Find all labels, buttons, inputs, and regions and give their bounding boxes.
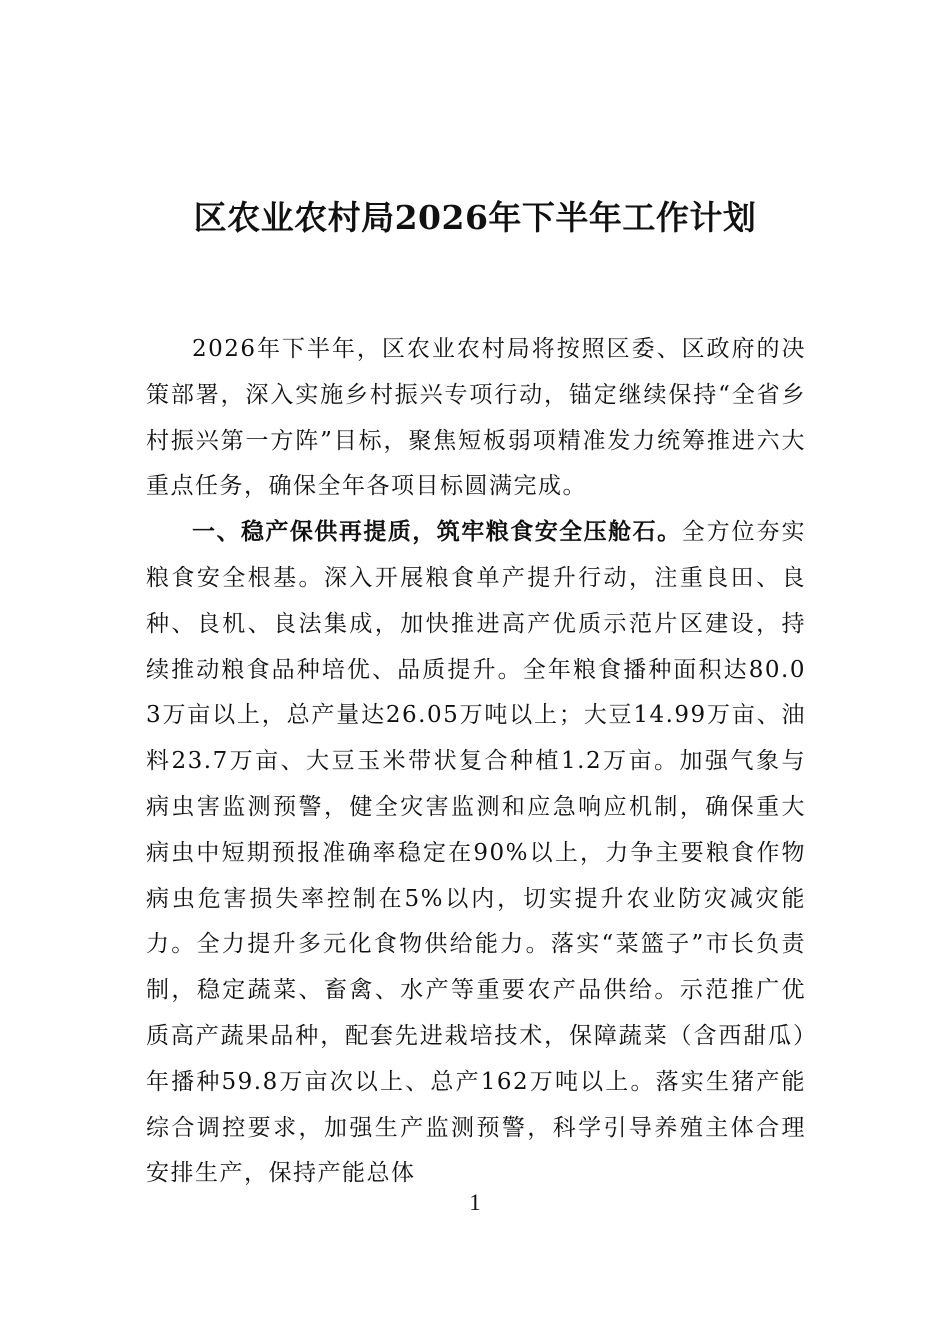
- section-1-text: 全方位夯实粮食安全根基。深入开展粮食单产提升行动，注重良田、良种、良机、良法集成，加快推进高产优质示范片区建设，持续推动粮食品种培优、品质提升。全年粮食播种面积达80.03万亩以上，总产量达26.05万吨以上；大豆14.99万亩、油料23.7万亩、大豆玉米带状复合种植1.2万亩。加强气象与病虫害监测预警，健全灾害监测和应急响应机制，确保重大病虫中短期预报准确率稳定在90%以上，力争主要粮食作物病虫危害损失率控制在5%以内，切实提升农业防灾减灾能力。全力提升多元化食物供给能力。落实“菜篮子”市长负责制，稳定蔬菜、畜禽、水产等重要农产品供给。示范推广优质高产蔬果品种，配套先进栽培技术，保障蔬菜（含西甜瓜）年播种59.8万亩次以上、总产162万吨以上。落实生猪产能综合调控要求，加强生产监测预警，科学引导养殖主体合理安排生产，保持产能总体: [146, 519, 807, 1187]
- section-1-paragraph: [146, 510, 806, 1197]
- section-1-heading: 一、稳产保供再提质，筑牢粮食安全压舱石。: [192, 519, 682, 546]
- intro-paragraph: 2026年下半年，区农业农村局将按照区委、区政府的决策部署，深入实施乡村振兴专项行动，锚定继续保持“全省乡村振兴第一方阵”目标，聚焦短板弱项精准发力统筹推进六大重点任务，确保全年各项目标圆满完成。: [146, 336, 806, 500]
- document-body: [146, 327, 806, 1197]
- document-title: 区农业农村局2026年下半年工作计划: [193, 198, 757, 237]
- page-number: 1: [469, 1190, 481, 1215]
